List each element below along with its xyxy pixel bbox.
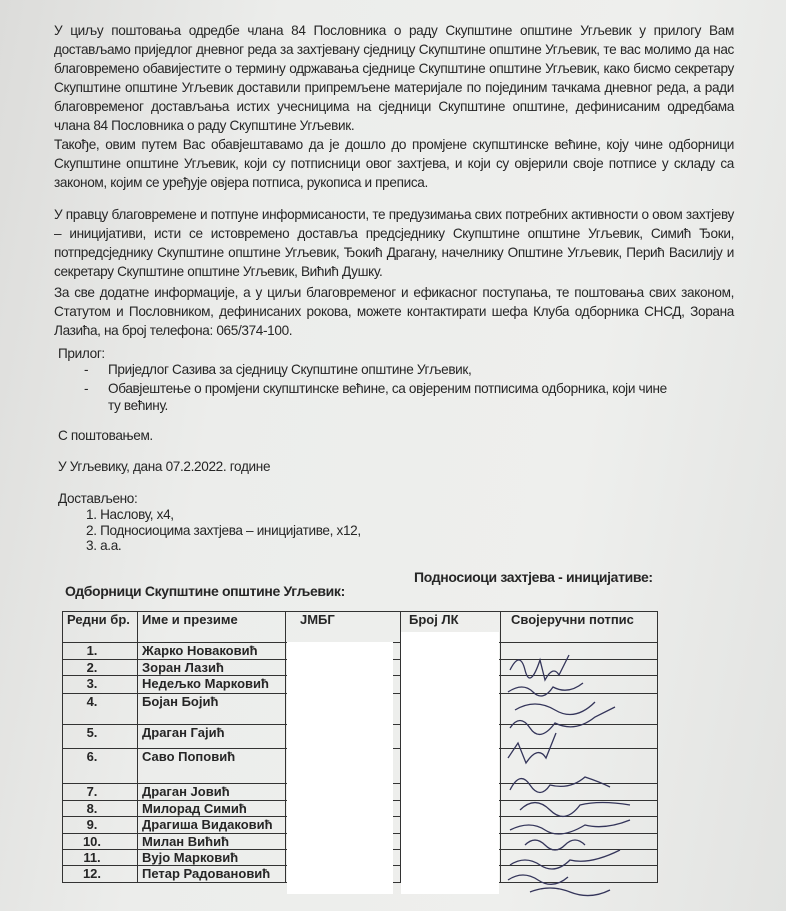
attachment-item: Обавјештење о промјени скупштинске већине, са овјереним потписима одборника, који чине: [108, 381, 667, 396]
member-name: Бојан Бојић: [138, 694, 286, 725]
delivered-item: 2. Подносиоцима захтјева – иницијативе, х12,: [86, 523, 361, 538]
member-name: Милан Вићић: [138, 834, 286, 850]
member-name: Драгиша Видаковић: [138, 817, 286, 834]
table-header-row: [63, 612, 658, 643]
signature: [508, 683, 583, 696]
place-date: У Угљевику, дана 07.2.2022. године: [58, 459, 271, 474]
header-cell: Својеручни потпис: [501, 612, 658, 643]
header-cell: Име и презиме: [138, 612, 286, 643]
member-name: Драган Гајић: [138, 725, 286, 749]
attachment-item: ту већину.: [108, 398, 168, 413]
row-number: 7.: [63, 784, 138, 801]
row-number: 2.: [63, 660, 138, 676]
row-number: 12.: [63, 866, 138, 883]
paragraph-3: У правцу благовремене и потпуне информисаности, те предузимања свих потребних активности о овом захтјеву – иницијативи, исти се истовремено доставља предсједнику Скупштине општине Угљевик, Симић Ђоки, потпредсједнику Скупштине општине Угљевик, Ђокић Драгану, начелнику Општине Угљевик, Перић Василију и секретару Скупштине општине Угљевик, Вићић Душку.: [54, 207, 734, 279]
handwritten-signatures: [500, 640, 660, 900]
member-name: Зоран Лазић: [138, 660, 286, 676]
row-number: 3.: [63, 676, 138, 694]
signature: [510, 777, 610, 793]
closing: С поштовањем.: [58, 428, 153, 443]
header-cell: Број ЛК: [401, 612, 501, 643]
row-number: 6.: [63, 749, 138, 784]
redacted-id-number: [401, 632, 499, 894]
member-name: Петар Радовановић: [138, 866, 286, 883]
row-number: 9.: [63, 817, 138, 834]
redacted-jmbg: [287, 642, 393, 894]
row-number: 10.: [63, 834, 138, 850]
signature: [510, 850, 620, 869]
member-name: Недељко Марковић: [138, 676, 286, 694]
paragraph-2: Такође, овим путем Вас обавјештавамо да је дошло до промјене скупштинске већине, коју чине одборници Скупштине општине Угљевик, који су потписници овог захтјева, и који су овјерили своје потписе у складу са законом, којим се уређује овјера потписа, рукописа и преписа.: [54, 137, 734, 190]
attachments-label: Прилог:: [58, 346, 105, 361]
attachment-item: Приједлог Сазива за сједницу Скупштине општине Угљевик,: [108, 362, 472, 377]
row-number: 1.: [63, 643, 138, 660]
signature: [530, 888, 610, 896]
signature: [510, 820, 630, 834]
delivered-item: 1. Наслову, х4,: [86, 507, 174, 522]
paragraph-4: За све додатне информације, а у циљи благовременог и ефикасног поступања, те поштовања свих законом, Статутом и Пословником, дефинисаних рокова, можете контактирати шефа Клуба одборника СНСД, Зорана Лазића, на број телефона: 065/374-100.: [54, 285, 734, 338]
member-name: Драган Јовић: [138, 784, 286, 801]
signature: [520, 803, 630, 817]
header-cell: ЈМБГ: [286, 612, 401, 643]
member-name: Саво Поповић: [138, 749, 286, 784]
row-number: 4.: [63, 694, 138, 725]
heading-right: Подносиоци захтјева - иницијативе:: [414, 569, 653, 585]
delivered-item: 3. а.а.: [86, 538, 122, 553]
signature: [515, 702, 595, 715]
delivered-label: Достављено:: [58, 491, 138, 506]
row-number: 5.: [63, 725, 138, 749]
attachment-dash: -: [84, 381, 89, 396]
attachment-dash: -: [84, 362, 89, 377]
member-name: Вујо Марковић: [138, 850, 286, 866]
signature: [510, 655, 569, 680]
member-name: Милорад Симић: [138, 801, 286, 817]
header-cell: Редни бр.: [63, 612, 138, 643]
heading-left: Одборници Скупштине општине Угљевик:: [65, 583, 345, 599]
member-name: Жарко Новаковић: [138, 643, 286, 660]
row-number: 11.: [63, 850, 138, 866]
signature: [508, 875, 568, 884]
row-number: 8.: [63, 801, 138, 817]
signature: [508, 733, 556, 763]
signature: [510, 707, 615, 734]
paragraph-1: У циљу поштовања одредбе члана 84 Пословника о раду Скупштине општине Угљевик у прилогу Вам достављамо приједлог дневног реда за захтјевану сједницу Скупштине општине Угљевик, те вас молимо да нас благовремено обавијестите о термину одржавања сједнице Скупштине општине Угљевик, како бисмо секретару Скупштине општине Угљевик доставили припремљене материјале по појединим тачкама дневног реда, а ради благовременог достављања истих учесницима на сједници Скупштине општине, дефинисаним одредбама члана 84 Пословника о раду Скупштине Угљевик.: [54, 23, 734, 133]
signature: [525, 840, 585, 850]
